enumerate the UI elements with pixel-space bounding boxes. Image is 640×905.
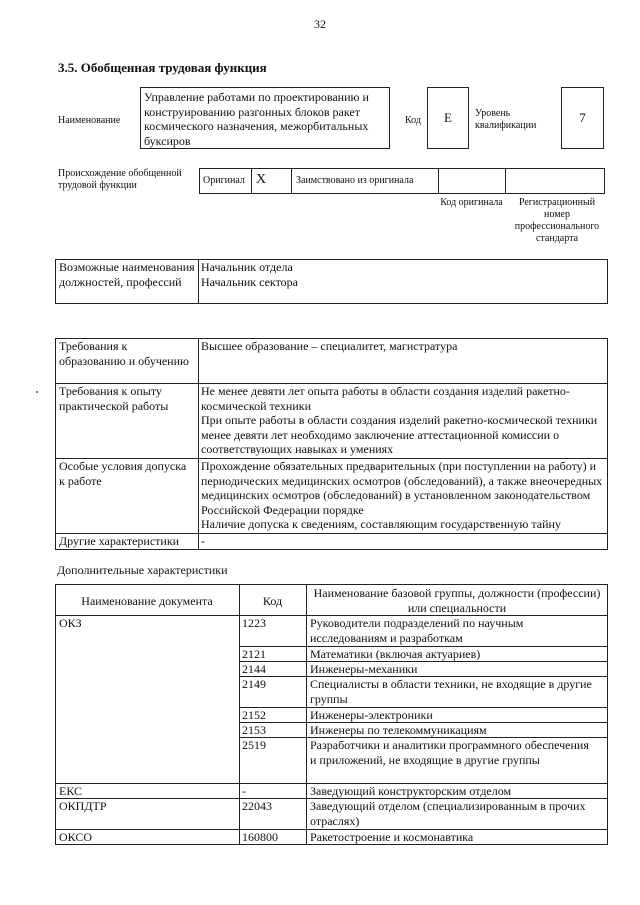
row-name: Математики (включая актуариев) — [310, 647, 481, 661]
req-experience-label: Требования к опыту практической работы — [59, 384, 169, 413]
origin-label: Происхождение обобщенной трудовой функции — [58, 168, 182, 191]
level-box — [561, 87, 604, 149]
section-title: 3.5. Обобщенная трудовая функция — [58, 60, 267, 75]
original-label: Оригинал — [203, 175, 245, 186]
borrowed-label: Заимствовано из оригинала — [296, 175, 414, 186]
row-code: 2121 — [242, 647, 266, 661]
header-group: Наименование базовой группы, должности (профессии) или специальности — [313, 586, 601, 615]
code-value: E — [444, 110, 452, 125]
row-name: Разработчики и аналитики программного обеспечения и приложений, не входящие в другие группы — [310, 738, 589, 767]
row-code: - — [242, 784, 246, 798]
row-name: Инженеры-электроники — [310, 708, 433, 722]
row-doc: ОКПДТР — [59, 799, 107, 813]
reg-number-caption: Регистрационный номер профессионального стандарта — [514, 197, 600, 244]
req-other-label: Другие характеристики — [59, 534, 180, 548]
row-code: 2144 — [242, 662, 266, 676]
row-doc: ОКЗ — [59, 616, 82, 630]
level-label: Уровень квалификации — [475, 108, 537, 131]
req-special-label: Особые условия допуска к работе — [59, 459, 187, 488]
req-experience-value: Не менее девяти лет опыта работы в области создания изделий ракетно-космической техники При опыте работы в области создания изделий ракетно-космической техники менее девяти лет необходимо заключение аттестационной комиссии о соответствующих навыках и умениях — [201, 384, 598, 456]
page-number: 32 — [314, 17, 326, 31]
original-mark: X — [256, 172, 267, 187]
req-education-label: Требования к образованию и обучению — [59, 339, 189, 368]
positions-label: Возможные наименования должностей, профессий — [59, 260, 195, 289]
row-name: Инженеры-механики — [310, 662, 418, 676]
req-education-value: Высшее образование – специалитет, магистратура — [201, 339, 458, 353]
header-document: Наименование документа — [81, 594, 213, 608]
row-code: 2519 — [242, 738, 266, 752]
header-code: Код — [262, 594, 283, 608]
row-name: Специалисты в области техники, не входящие в другие группы — [310, 677, 592, 706]
row-code: 160800 — [242, 830, 278, 844]
row-doc: ОКСО — [59, 830, 93, 844]
req-other-value: - — [201, 534, 205, 548]
code-box — [427, 87, 469, 149]
row-name: Руководители подразделений по научным исследованиям и разработкам — [310, 616, 524, 645]
row-name: Ракетостроение и космонавтика — [310, 830, 474, 844]
row-code: 2153 — [242, 723, 266, 737]
function-name-value: Управление работами по проектированию и конструированию разгонных блоков ракет космического назначения, межорбитальных буксиров — [144, 90, 369, 148]
name-label: Наименование — [58, 115, 121, 126]
level-value: 7 — [579, 110, 586, 125]
margin-dot — [36, 391, 38, 393]
row-name: Инженеры по телекоммуникациям — [310, 723, 487, 737]
row-code: 2149 — [242, 677, 266, 691]
positions-value-1: Начальник отдела — [201, 260, 293, 274]
row-name: Заведующий конструкторским отделом — [310, 784, 512, 798]
row-code: 1223 — [242, 616, 266, 630]
function-name-box — [140, 87, 390, 149]
req-special-value: Прохождение обязательных предварительных (при поступлении на работу) и периодических медицинских осмотров (обследований), а также внеочередных медицинских осмотров (обследований) в установленном законодательством Российской Федерации порядке Наличие допуска к сведениям, составляющим государственную тайну — [201, 459, 603, 531]
positions-value-2: Начальник сектора — [201, 275, 298, 289]
row-code: 22043 — [242, 799, 272, 813]
row-doc: ЕКС — [59, 784, 83, 798]
additional-title: Дополнительные характеристики — [57, 563, 228, 577]
row-code: 2152 — [242, 708, 266, 722]
origin-code-caption: Код оригинала — [440, 197, 503, 208]
row-name: Заведующий отделом (специализированным в прочих отраслях) — [310, 799, 586, 828]
code-label: Код — [405, 115, 421, 126]
